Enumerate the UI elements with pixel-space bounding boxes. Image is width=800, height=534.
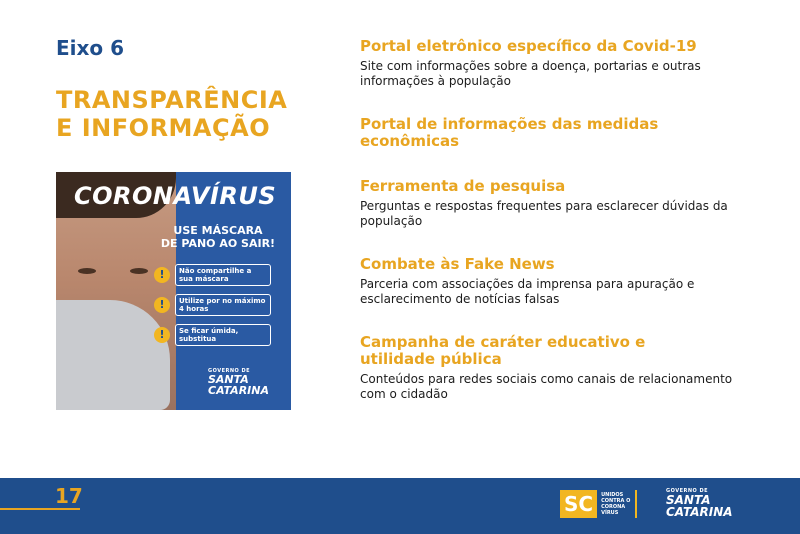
poster-tip-text: Não compartilhe a sua máscara [175,264,271,286]
sc-logo-mark: SC [560,490,597,518]
coronavirus-poster [56,172,291,410]
section-title-line1: TRANSPARÊNCIA [56,86,288,114]
item-description: Parceria com associações da imprensa para apuração e esclarecimento de notícias falsas [360,277,695,306]
item-description: Site com informações sobre a doença, portarias e outras informações à população [360,59,701,88]
section-title [56,86,287,142]
poster-eye [78,268,96,274]
list-item [360,334,750,402]
exclamation-icon: ! [154,267,170,283]
page-number-underline [0,508,80,510]
poster-gov-line2: CATARINA [208,384,269,397]
gov-logo-line2: CATARINA [666,505,733,519]
poster-tip-text: Utilize por no máximo 4 horas [175,294,271,316]
section-title-line2: E INFORMAÇÃO [56,114,271,142]
poster-tip [154,264,271,286]
poster-subtitle [152,224,284,250]
poster-gov-line1: SANTA [208,373,249,386]
footer-bar [0,478,800,534]
exclamation-icon: ! [154,327,170,343]
sc-logo-text: UNIDOS CONTRA O CORONA VÍRUS [601,492,631,516]
item-heading: Ferramenta de pesquisa [360,177,566,195]
sc-logo-divider [635,490,637,518]
list-item [360,38,750,89]
poster-subtitle-line1: USE MÁSCARA [173,224,263,237]
poster-title: CORONAVÍRUS [74,182,277,210]
list-item [360,116,680,150]
item-heading: Portal de informações das medidas econômicas [360,115,659,150]
page-number: 17 [55,484,83,508]
poster-tip-text: Se ficar úmida, substitua [175,324,271,346]
poster-subtitle-line2: DE PANO AO SAIR! [160,237,276,250]
poster-tip [154,324,271,346]
poster-gov-small: GOVERNO DE [208,368,251,374]
sc-campaign-logo [560,490,637,518]
poster-tip [154,294,271,316]
poster-eye [130,268,148,274]
list-item [360,178,750,229]
item-description: Conteúdos para redes sociais como canais de relacionamento com o cidadão [360,372,733,401]
item-description: Perguntas e respostas frequentes para esclarecer dúvidas da população [360,199,728,228]
exclamation-icon: ! [154,297,170,313]
gov-logo-line1: SANTA [666,493,711,507]
gov-logo-small: GOVERNO DE [666,488,709,494]
item-heading: Portal eletrônico específico da Covid-19 [360,37,697,55]
poster-gov-logo [208,368,269,396]
gov-santa-catarina-logo [666,488,733,518]
item-heading: Combate às Fake News [360,255,555,273]
list-item [360,256,750,307]
axis-label: Eixo 6 [56,36,125,60]
item-heading: Campanha de caráter educativo e utilidade pública [360,333,646,368]
